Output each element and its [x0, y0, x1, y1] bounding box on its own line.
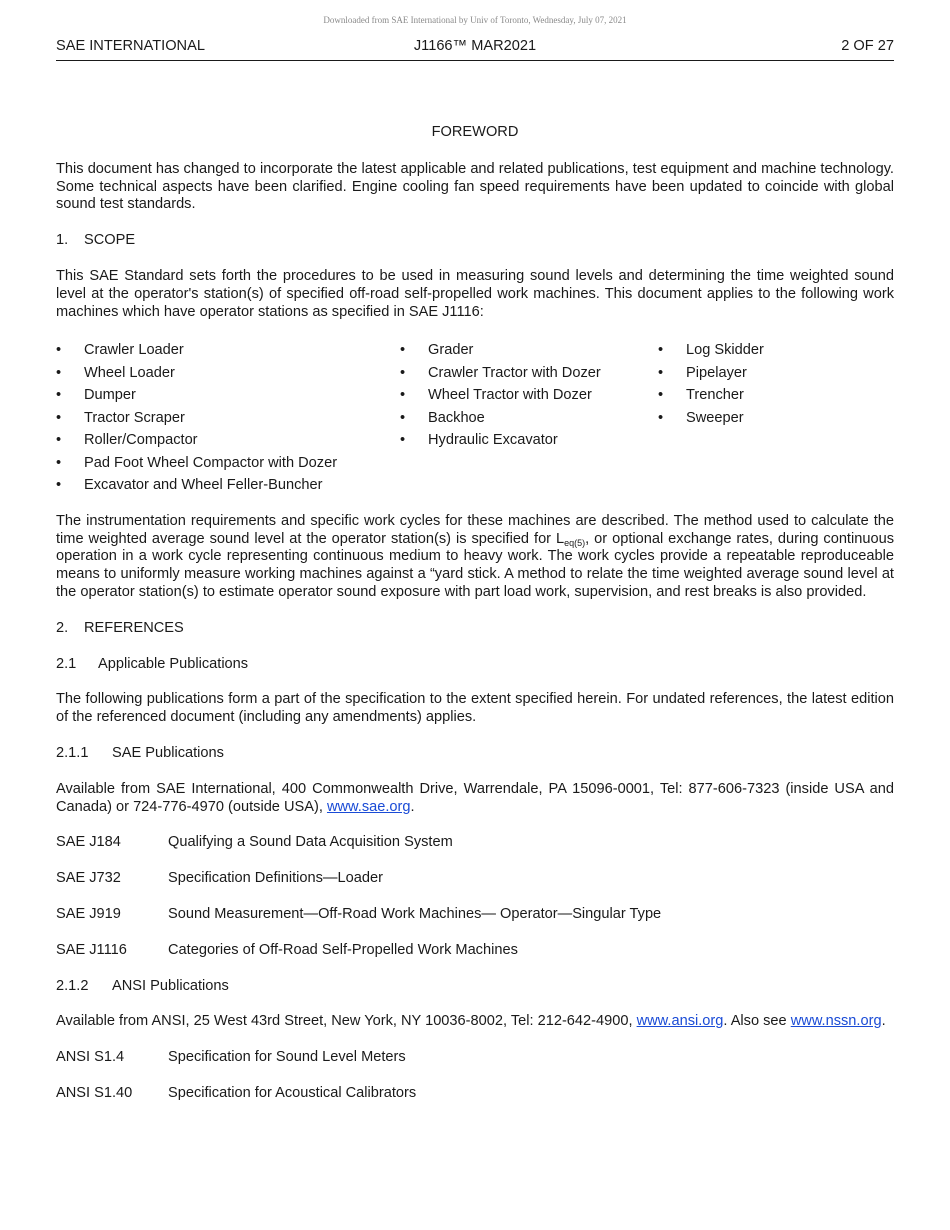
list-item: • Dumper	[56, 384, 400, 407]
reference-row	[56, 1085, 894, 1103]
reference-row	[56, 906, 894, 924]
section-number: 2.1.2	[56, 977, 89, 994]
ansi-publications-heading	[56, 978, 894, 996]
section-number: 2.	[56, 619, 69, 636]
reference-title: Categories of Off-Road Self-Propelled Work Machines	[168, 941, 518, 958]
ansi-address: Available from ANSI, 25 West 43rd Street, New York, NY 10036-8002, Tel: 212-642-4900,	[56, 1013, 637, 1030]
reference-title: Specification for Sound Level Meters	[168, 1049, 406, 1066]
sae-address: Available from SAE International, 400 Commonwealth Drive, Warrendale, PA 15096-0001, Tel: 877-606-7323 (inside USA and Canada) or 724-776-4970 (outside USA),	[56, 780, 894, 815]
reference-title: Sound Measurement—Off-Road Work Machines— Operator—Singular Type	[168, 906, 662, 923]
sae-website-link[interactable]: www.sae.org	[326, 798, 411, 815]
reference-row	[56, 942, 894, 960]
section-title: Applicable Publications	[98, 655, 249, 672]
leq-subscript: eq(5)	[564, 537, 586, 548]
ansi-website-link[interactable]: www.ansi.org	[636, 1013, 724, 1030]
machine-list-column-3	[658, 339, 858, 497]
references-heading	[56, 620, 894, 638]
document-body	[56, 124, 894, 1121]
list-item: • Wheel Loader	[56, 362, 400, 385]
reference-row	[56, 870, 894, 888]
scope-text: This SAE Standard sets forth the procedures to be used in measuring sound levels and determining the time weighted sound level at the operator's station(s) of specified off-road self-propelled work machines. This document applies to the following work machines which have operator stations as specified in SAE J1116:	[56, 267, 894, 320]
list-item: • Trencher	[658, 384, 858, 407]
reference-code: ANSI S1.4	[56, 1049, 125, 1066]
list-item: • Pipelayer	[658, 362, 858, 385]
sae-availability-text	[56, 781, 894, 817]
header-document-id: J1166™ MAR2021	[413, 38, 537, 54]
machine-list-column-1	[56, 339, 400, 497]
machine-list-column-2	[400, 339, 658, 497]
reference-code: ANSI S1.40	[56, 1085, 133, 1102]
machine-list	[56, 339, 894, 497]
list-item: • Backhoe	[400, 407, 658, 430]
list-item: • Crawler Tractor with Dozer	[400, 362, 658, 385]
list-item: • Hydraulic Excavator	[400, 429, 658, 452]
section-number: 1.	[56, 232, 69, 249]
instrumentation-text	[56, 513, 894, 602]
reference-title: Specification for Acoustical Calibrators	[168, 1085, 417, 1102]
list-item: • Wheel Tractor with Dozer	[400, 384, 658, 407]
list-item: • Excavator and Wheel Feller-Buncher	[56, 474, 400, 497]
section-title: REFERENCES	[84, 619, 184, 636]
reference-code: SAE J919	[56, 906, 121, 923]
reference-code: SAE J732	[56, 870, 121, 887]
applicable-publications-text: The following publications form a part of the specification to the extent specified herein. For undated references, the latest edition of the referenced document (including any amendments) applies.	[56, 691, 894, 726]
list-item: • Tractor Scraper	[56, 407, 400, 430]
section-number: 2.1.1	[56, 745, 89, 762]
header-page-number: 2 OF 27	[841, 38, 894, 54]
applicable-publications-heading	[56, 656, 894, 674]
reference-code: SAE J184	[56, 834, 121, 851]
reference-title: Specification Definitions—Loader	[168, 870, 383, 887]
section-title: SCOPE	[84, 232, 136, 249]
instrumentation-text-part-2: , or optional exchange rates, during continuous operation in a work cycle representing continuous medium to heavy work. The work cycles provide a repeatable reproduceable means to uniformly measure working machines against a “yard stick. A method to relate the time weighted average sound level at the operator station(s) to estimate operator sound exposure with part load work, supervision, and rest breaks is also provided.	[56, 530, 894, 601]
ansi-availability-text	[56, 1013, 894, 1031]
reference-row	[56, 1049, 894, 1067]
list-item: • Crawler Loader	[56, 339, 400, 362]
section-title: SAE Publications	[112, 745, 224, 762]
instrumentation-text-part-1: The instrumentation requirements and specific work cycles for these machines are described. The method used to calculate the time weighted average sound level at the operator station(s) is specified for L	[56, 512, 894, 547]
list-item: • Log Skidder	[658, 339, 858, 362]
list-item: • Pad Foot Wheel Compactor with Dozer	[56, 452, 400, 475]
punctuation: .	[881, 1013, 886, 1030]
punctuation: .	[410, 798, 415, 815]
section-title: ANSI Publications	[112, 977, 229, 994]
reference-code: SAE J1116	[56, 941, 127, 958]
header-organization: SAE INTERNATIONAL	[56, 38, 205, 54]
download-watermark: Downloaded from SAE International by Univ of Toronto, Wednesday, July 07, 2021	[323, 15, 627, 25]
section-number: 2.1	[56, 655, 77, 672]
nssn-website-link[interactable]: www.nssn.org	[790, 1013, 882, 1030]
also-see-text: . Also see	[723, 1013, 791, 1030]
foreword-title: FOREWORD	[431, 124, 519, 140]
scope-heading	[56, 232, 894, 250]
reference-row	[56, 834, 894, 852]
page-header	[56, 38, 894, 61]
list-item: • Sweeper	[658, 407, 858, 430]
list-item: • Grader	[400, 339, 658, 362]
foreword-text: This document has changed to incorporate the latest applicable and related publications, test equipment and machine technology. Some technical aspects have been clarified. Engine cooling fan speed requirements have been updated to coincide with global sound test standards.	[56, 160, 894, 213]
list-item: • Roller/Compactor	[56, 429, 400, 452]
reference-title: Qualifying a Sound Data Acquisition System	[168, 834, 453, 851]
sae-publications-heading	[56, 745, 894, 763]
